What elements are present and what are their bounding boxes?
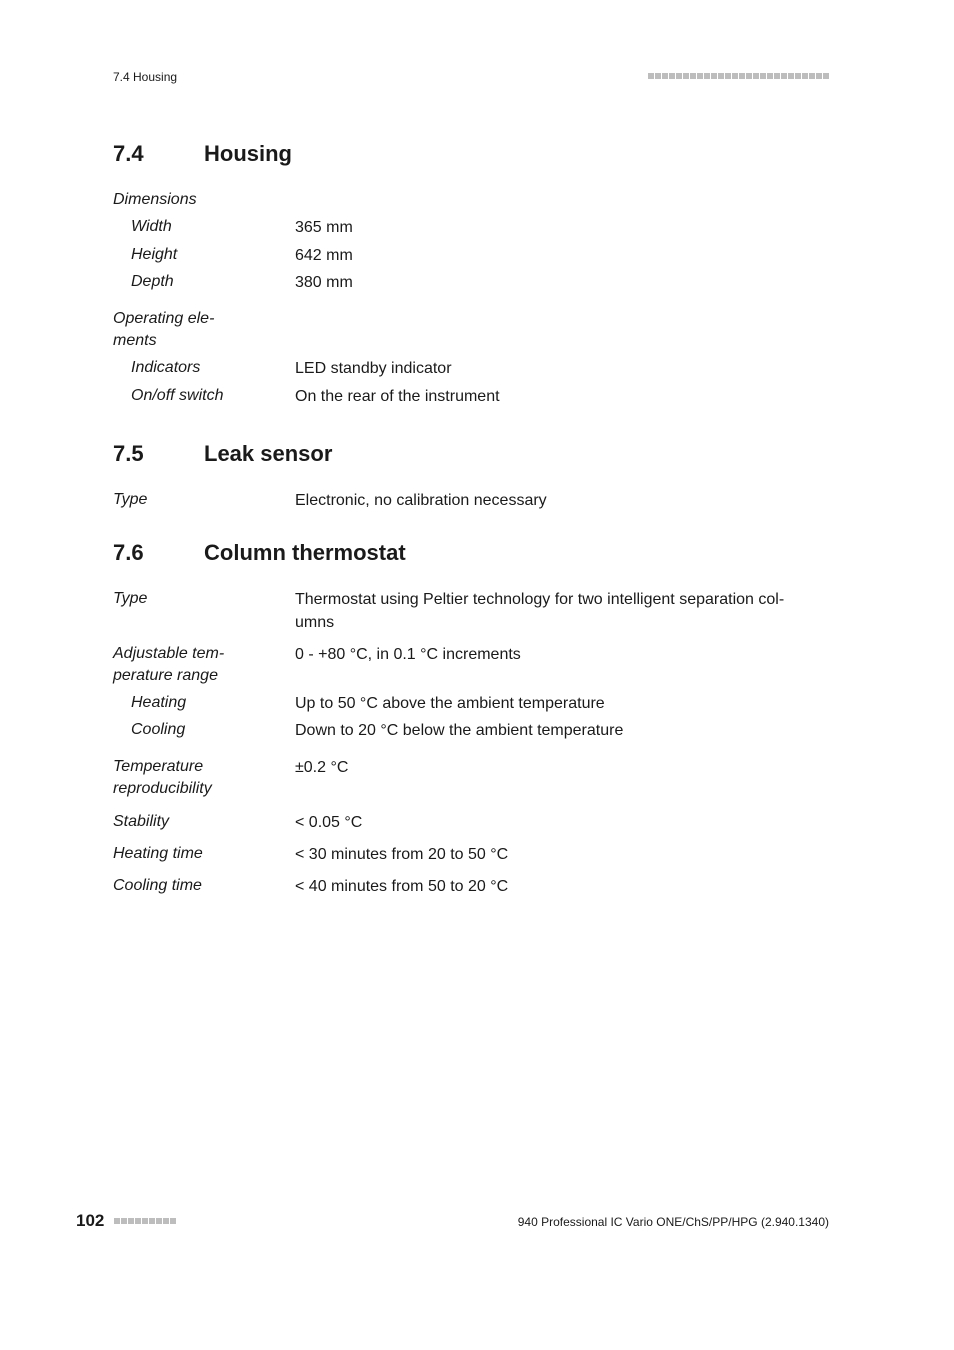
leak-type-value: Electronic, no calibration necessary <box>295 492 547 509</box>
indicators-label: Indicators <box>131 359 201 376</box>
section-number: 7.5 <box>113 441 144 466</box>
width-value: 365 mm <box>295 219 353 236</box>
footer-product: 940 Professional IC Vario ONE/ChS/PP/HPG (2.940.1340) <box>517 1215 829 1229</box>
range-label-line-1: Adjustable tem- <box>113 645 225 662</box>
section-heading-column-thermostat <box>113 540 406 566</box>
leak-type-label: Type <box>113 491 148 508</box>
section-title: Column thermostat <box>204 540 406 565</box>
heating-time-value: < 30 minutes from 20 to 50 °C <box>295 846 509 863</box>
thermostat-type-value <box>295 588 805 634</box>
operating-elements-label <box>113 308 214 352</box>
thermostat-type-line-2: umns <box>295 614 335 631</box>
cooling-time-label: Cooling time <box>113 877 202 894</box>
reproducibility-value: ±0.2 °C <box>295 759 349 776</box>
width-label: Width <box>131 218 172 235</box>
operating-label-line-2: ments <box>113 332 157 349</box>
depth-value: 380 mm <box>295 274 353 291</box>
section-title: Housing <box>204 141 292 166</box>
indicators-value: LED standby indicator <box>295 360 452 377</box>
header-decoration <box>648 73 829 79</box>
cooling-time-value: < 40 minutes from 50 to 20 °C <box>295 878 509 895</box>
depth-label: Depth <box>131 273 174 290</box>
thermostat-type-label: Type <box>113 590 148 607</box>
section-number: 7.6 <box>113 540 144 565</box>
height-value: 642 mm <box>295 247 353 264</box>
page-number: 102 <box>76 1211 105 1230</box>
stability-label: Stability <box>113 813 170 830</box>
thermostat-type-line-1: Thermostat using Peltier technology for two intelligent separation col- <box>295 591 785 608</box>
reproducibility-label <box>113 756 212 800</box>
repro-label-line-2: reproducibility <box>113 780 212 797</box>
section-title: Leak sensor <box>204 441 333 466</box>
switch-value: On the rear of the instrument <box>295 388 500 405</box>
heating-value: Up to 50 °C above the ambient temperature <box>295 695 605 712</box>
repro-label-line-1: Temperature <box>113 758 204 775</box>
operating-label-line-1: Operating ele- <box>113 310 215 327</box>
heating-time-label: Heating time <box>113 845 203 862</box>
cooling-value: Down to 20 °C below the ambient temperature <box>295 722 624 739</box>
heating-label: Heating <box>131 694 187 711</box>
section-number: 7.4 <box>113 141 144 166</box>
section-heading-housing <box>113 141 292 167</box>
footer-decoration <box>114 1218 176 1224</box>
switch-label: On/off switch <box>131 387 224 404</box>
running-header: 7.4 Housing <box>113 70 178 84</box>
temperature-range-label <box>113 643 224 687</box>
height-label: Height <box>131 246 178 263</box>
range-label-line-2: perature range <box>113 667 218 684</box>
cooling-label: Cooling <box>131 721 186 738</box>
dimensions-label: Dimensions <box>113 191 197 208</box>
section-heading-leak-sensor <box>113 441 332 467</box>
stability-value: < 0.05 °C <box>295 814 363 831</box>
temperature-range-value: 0 - +80 °C, in 0.1 °C increments <box>295 646 521 663</box>
